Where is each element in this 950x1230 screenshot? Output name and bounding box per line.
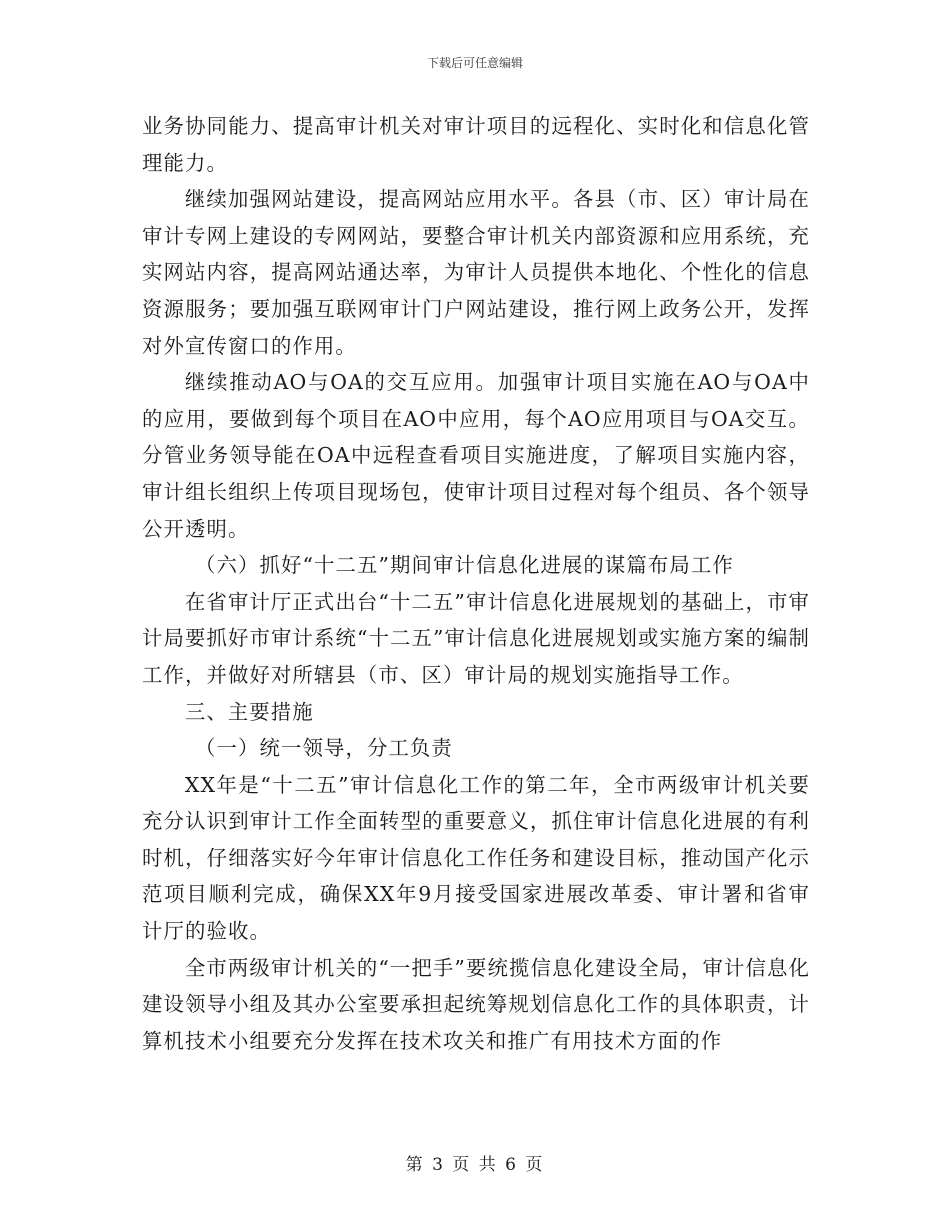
document-body: [142, 108, 810, 1059]
section-heading-one: （一）统一领导，分工负责: [195, 736, 453, 761]
paragraph-ao-oa-interaction: 继续推动AO与OA的交互应用。加强审计项目实施在AO与OA中的应用，要做到每个项目在AO中应用，每个AO应用项目与OA交互。分管业务领导能在OA中远程查看项目实施进度，了解项目实施内容，审计组长组织上传项目现场包，使审计项目过程对每个组员、各个领导公开透明。: [142, 370, 810, 541]
header-note: 下载后可任意编辑: [426, 56, 523, 70]
paragraph-website-construction: 继续加强网站建设，提高网站应用水平。各县（市、区）审计局在审计专网上建设的专网网站，要整合审计机关内部资源和应用系统，充实网站内容，提高网站通达率，为审计人员提供本地化、个性化的信息资源服务；要加强互联网审计门户网站建设，推行网上政务公开，发挥对外宣传窗口的作用。: [142, 187, 810, 358]
paragraph-continuation: 业务协同能力、提高审计机关对审计项目的远程化、实时化和信息化管理能力。: [142, 114, 810, 175]
page-number-footer: 第 3 页 共 6 页: [405, 1155, 545, 1175]
paragraph-leadership: 全市两级审计机关的“一把手”要统揽信息化建设全局，审计信息化建设领导小组及其办公室要承担起统筹规划信息化工作的具体职责，计算机技术小组要充分发挥在技术攻关和推广有用技术方面的作: [142, 955, 810, 1053]
paragraph-second-year: XX年是“十二五”审计信息化工作的第二年，全市两级审计机关要充分认识到审计工作全面转型的重要意义，抓住审计信息化进展的有利时机，仔细落实好今年审计信息化工作任务和建设目标，推动国产化示范项目顺利完成，确保XX年9月接受国家进展改革委、审计署和省审计厅的验收。: [142, 772, 810, 944]
section-heading-main-measures: 三、主要措施: [184, 699, 314, 724]
paragraph-planning: 在省审计厅正式出台“十二五”审计信息化进展规划的基础上，市审计局要抓好市审计系统“十二五”审计信息化进展规划或实施方案的编制工作，并做好对所辖县（市、区）审计局的规划实施指导工作。: [142, 589, 810, 687]
section-heading-six: （六）抓好“十二五”期间审计信息化进展的谋篇布局工作: [195, 553, 734, 578]
